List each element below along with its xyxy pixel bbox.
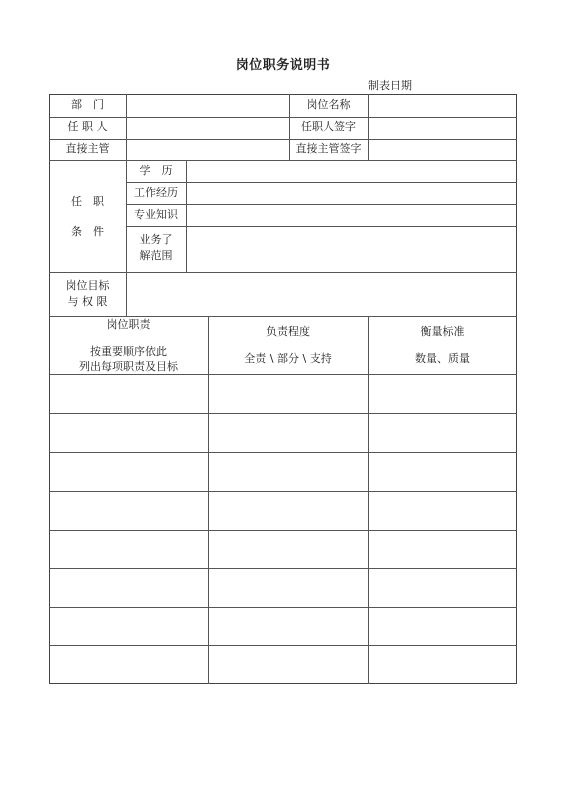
- duties-header-line2: 列出每项职责及目标: [79, 360, 178, 373]
- row-divider: [126, 226, 517, 227]
- business-scope-label-line1: 业务了: [139, 233, 173, 246]
- duties-header-line1: 按重要顺序依此: [90, 345, 167, 358]
- duties-header-title: 岗位职责: [106, 318, 151, 331]
- row-divider: [49, 645, 517, 646]
- row-divider: [49, 316, 517, 317]
- col-divider: [126, 94, 127, 160]
- department-label: 部 门: [71, 98, 104, 111]
- position-name-label: 岗位名称: [306, 98, 351, 111]
- row-divider: [126, 204, 517, 205]
- row-divider: [49, 452, 517, 453]
- supervisor-label: 直接主管: [65, 142, 110, 155]
- measurement-standard-detail: 数量、质量: [415, 352, 470, 365]
- row-divider: [49, 530, 517, 531]
- work-experience-label: 工作经历: [134, 186, 178, 199]
- measurement-standard-title: 衡量标准: [420, 325, 465, 338]
- qualification-label-line2: 条 件: [71, 225, 104, 238]
- row-divider: [49, 413, 517, 414]
- col-divider: [186, 160, 187, 272]
- col-divider: [368, 316, 369, 684]
- row-divider: [49, 272, 517, 273]
- business-scope-label-line2: 解范围: [139, 249, 173, 262]
- page-title: 岗位职务说明书: [235, 58, 331, 73]
- supervisor-sign-label: 直接主管签字: [295, 142, 362, 155]
- row-divider: [49, 607, 517, 608]
- goals-label-line1: 岗位目标: [65, 279, 110, 292]
- row-divider: [49, 374, 517, 375]
- row-divider: [49, 160, 517, 161]
- goals-label-line2: 与 权 限: [67, 295, 108, 308]
- row-divider: [49, 568, 517, 569]
- col-divider: [208, 316, 209, 684]
- education-label: 学 历: [139, 164, 173, 177]
- professional-knowledge-label: 专业知识: [134, 208, 178, 221]
- holder-sign-label: 任职人签字: [301, 120, 356, 133]
- qualification-label-line1: 任 职: [71, 195, 104, 208]
- responsibility-level-detail: 全责 \ 部分 \ 支持: [244, 352, 332, 365]
- row-divider: [49, 117, 517, 118]
- col-divider: [368, 94, 369, 160]
- row-divider: [49, 491, 517, 492]
- holder-label: 任 职 人: [67, 120, 108, 133]
- row-divider: [126, 182, 517, 183]
- responsibility-level-title: 负责程度: [266, 325, 310, 338]
- row-divider: [49, 139, 517, 140]
- col-divider: [126, 272, 127, 316]
- date-label: 制表日期: [368, 79, 412, 92]
